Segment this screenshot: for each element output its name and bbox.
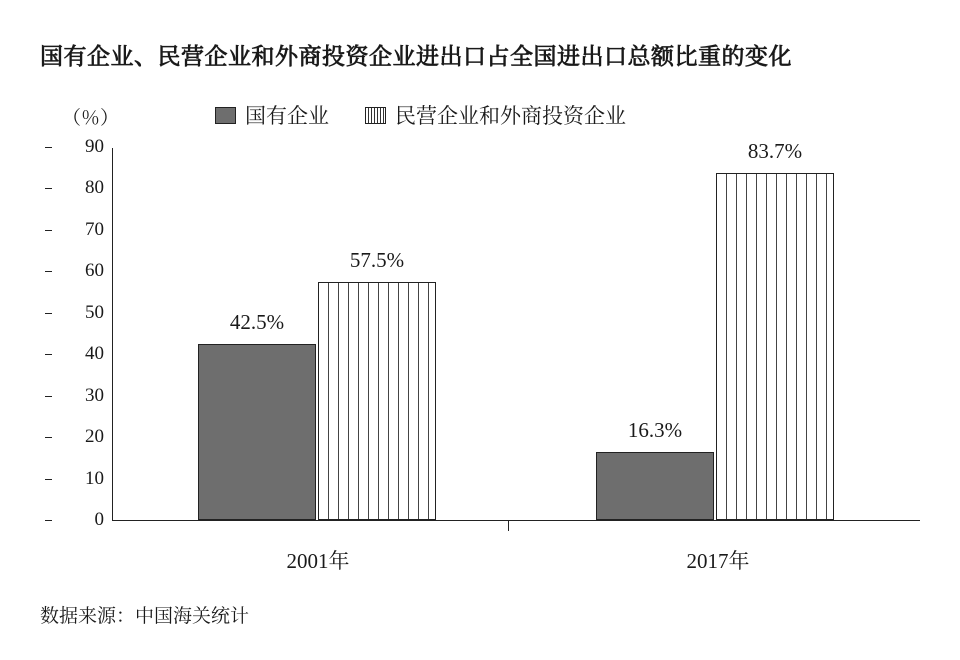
chart-legend (215, 100, 626, 130)
plot-area (85, 136, 920, 530)
y-tick-50: 50 (52, 302, 104, 324)
x-axis (112, 520, 920, 521)
page-title: 国有企业、民营企业和外商投资企业进出口占全国进出口总额比重的变化 (40, 44, 792, 69)
legend-label-state-owned: 国有企业 (245, 104, 329, 128)
y-tick-30: 30 (52, 385, 104, 407)
bar-value-2001-private-foreign: 57.5% (349, 248, 405, 272)
y-tick-10: 10 (52, 468, 104, 490)
legend-item-private-foreign (365, 100, 626, 130)
category-label-2017: 2017年 (686, 549, 750, 573)
y-tick-70: 70 (52, 219, 104, 241)
y-tick-40: 40 (52, 343, 104, 365)
y-tick-0: 0 (52, 509, 104, 531)
legend-swatch-icon (365, 107, 386, 124)
bar-value-2017-state-owned: 16.3% (627, 418, 683, 442)
bar-2017-state-owned (596, 452, 714, 520)
y-tick-60: 60 (52, 260, 104, 282)
y-tick-80: 80 (52, 177, 104, 199)
category-label-2001: 2001年 (286, 549, 350, 573)
y-axis-unit-label: （％） (62, 108, 120, 129)
y-axis (112, 148, 113, 521)
legend-label-private-foreign: 民营企业和外商投资企业 (395, 104, 626, 128)
bar-2001-private-foreign (318, 282, 436, 520)
y-tick-90: 90 (52, 136, 104, 158)
bar-2001-state-owned (198, 344, 316, 520)
bar-value-2017-private-foreign: 83.7% (747, 139, 803, 163)
source-note: 数据来源：中国海关统计 (40, 606, 250, 627)
y-tick-20: 20 (52, 426, 104, 448)
legend-swatch-icon (215, 107, 236, 124)
axis-group-divider (508, 521, 509, 531)
bar-2017-private-foreign (716, 173, 834, 520)
legend-item-state-owned (215, 100, 329, 130)
bar-value-2001-state-owned: 42.5% (229, 310, 285, 334)
